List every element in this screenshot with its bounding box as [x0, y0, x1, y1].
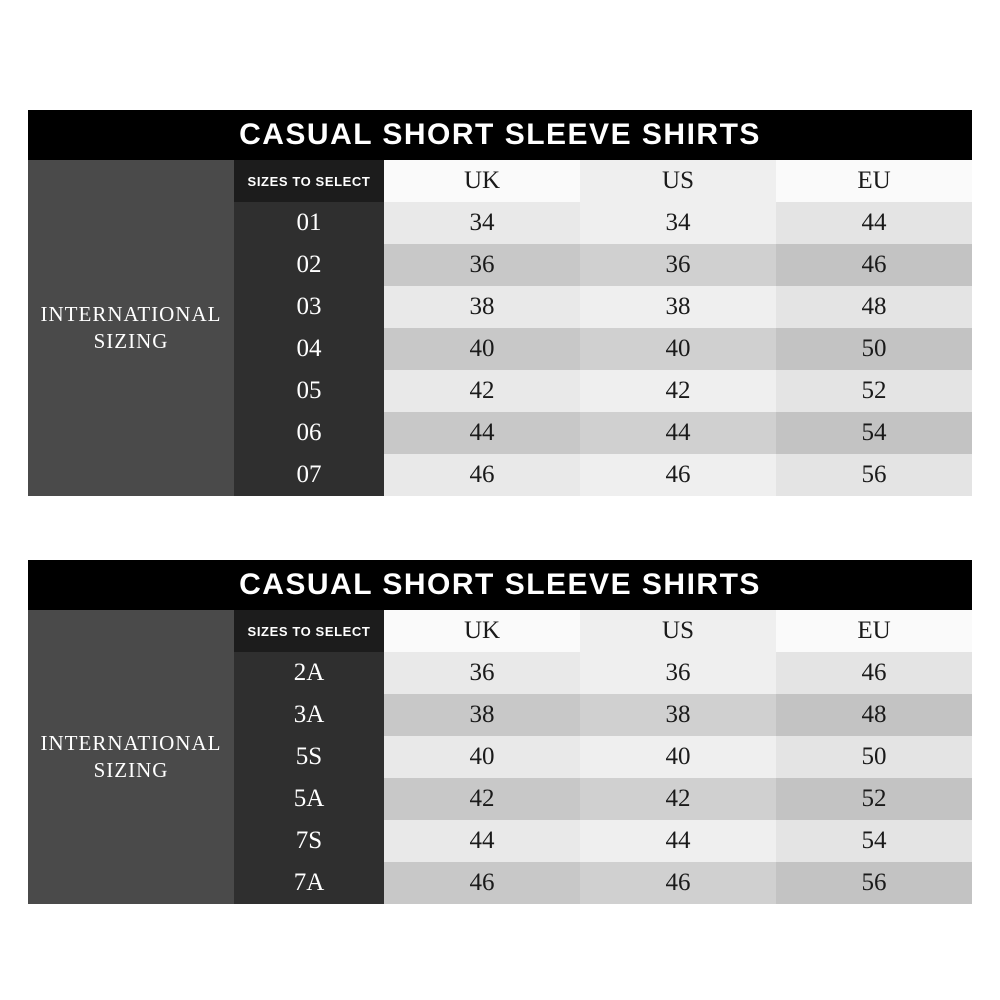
cell-eu: 56 [776, 862, 972, 904]
table-row: 3A [234, 694, 384, 736]
cell-eu: 54 [776, 412, 972, 454]
cell-eu: 46 [776, 652, 972, 694]
cell-uk: 44 [384, 412, 580, 454]
cell-eu: 54 [776, 820, 972, 862]
cell-uk: 38 [384, 286, 580, 328]
header-us: US [580, 160, 776, 202]
cell-uk: 40 [384, 328, 580, 370]
cell-us: 42 [580, 370, 776, 412]
size-table [28, 160, 972, 496]
table-row: 7A [234, 862, 384, 904]
cell-uk: 36 [384, 652, 580, 694]
cell-us: 36 [580, 652, 776, 694]
header-sizes-to-select: SIZES TO SELECT [234, 160, 384, 202]
table-row: 06 [234, 412, 384, 454]
cell-us: 42 [580, 778, 776, 820]
size-table-block [28, 110, 972, 496]
cell-us: 38 [580, 286, 776, 328]
cell-eu: 52 [776, 370, 972, 412]
table-row: 5S [234, 736, 384, 778]
table-row: 01 [234, 202, 384, 244]
cell-us: 46 [580, 454, 776, 496]
header-us: US [580, 610, 776, 652]
table-row: 07 [234, 454, 384, 496]
cell-eu: 52 [776, 778, 972, 820]
table-row: 7S [234, 820, 384, 862]
cell-eu: 50 [776, 736, 972, 778]
cell-uk: 40 [384, 736, 580, 778]
cell-us: 38 [580, 694, 776, 736]
table-row: 05 [234, 370, 384, 412]
header-eu: EU [776, 160, 972, 202]
header-uk: UK [384, 610, 580, 652]
cell-uk: 38 [384, 694, 580, 736]
cell-us: 44 [580, 412, 776, 454]
cell-uk: 42 [384, 778, 580, 820]
header-uk: UK [384, 160, 580, 202]
table-row: 5A [234, 778, 384, 820]
cell-uk: 36 [384, 244, 580, 286]
header-sizes-to-select: SIZES TO SELECT [234, 610, 384, 652]
cell-eu: 50 [776, 328, 972, 370]
side-label: INTERNATIONAL SIZING [28, 610, 234, 904]
cell-eu: 44 [776, 202, 972, 244]
cell-eu: 46 [776, 244, 972, 286]
cell-uk: 46 [384, 454, 580, 496]
cell-us: 34 [580, 202, 776, 244]
cell-us: 40 [580, 328, 776, 370]
table-row: 2A [234, 652, 384, 694]
table-row: 03 [234, 286, 384, 328]
table-title: CASUAL SHORT SLEEVE SHIRTS [28, 110, 972, 160]
cell-us: 36 [580, 244, 776, 286]
cell-eu: 48 [776, 694, 972, 736]
cell-us: 44 [580, 820, 776, 862]
table-row: 02 [234, 244, 384, 286]
cell-uk: 34 [384, 202, 580, 244]
table-row: 04 [234, 328, 384, 370]
cell-uk: 44 [384, 820, 580, 862]
cell-us: 46 [580, 862, 776, 904]
header-eu: EU [776, 610, 972, 652]
cell-us: 40 [580, 736, 776, 778]
cell-eu: 56 [776, 454, 972, 496]
size-table [28, 610, 972, 904]
cell-eu: 48 [776, 286, 972, 328]
size-table-block [28, 560, 972, 904]
cell-uk: 46 [384, 862, 580, 904]
side-label: INTERNATIONAL SIZING [28, 160, 234, 496]
table-title: CASUAL SHORT SLEEVE SHIRTS [28, 560, 972, 610]
cell-uk: 42 [384, 370, 580, 412]
